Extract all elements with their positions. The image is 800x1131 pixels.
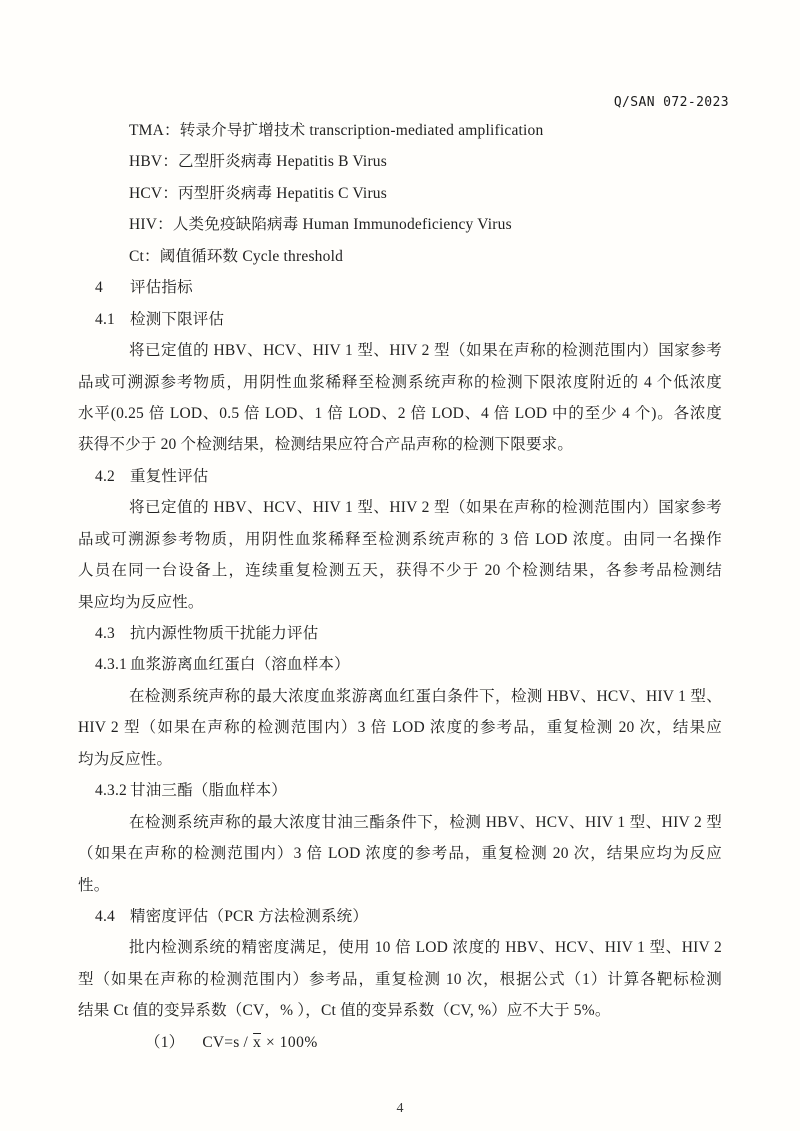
paragraph-4-2-line: 果应均为反应性。 — [78, 593, 204, 611]
heading-4-1 — [78, 304, 722, 335]
paragraph-4-4-line: 批内检测系统的精密度满足，使用 10 倍 LOD 浓度的 HBV、HCV、HIV 1 型、HIV 2 — [129, 939, 722, 957]
paragraph-4-3-1-line: HIV 2 型（如果在声称的检测范围内）3 倍 LOD 浓度的参考品，重复检测 20 次，结果应 — [78, 719, 722, 737]
formula-xbar: $\overline{x}$ — [253, 1033, 261, 1051]
paragraph-4-3-2-line: 性。 — [78, 876, 110, 894]
heading-4-3-number: 4.3 — [95, 625, 115, 642]
paragraph-4-1-line: 获得不少于 20 个检测结果，检测结果应符合产品声称的检测下限要求。 — [78, 436, 574, 454]
heading-4-3-2-title: 甘油三酯（脂血样本） — [130, 782, 288, 800]
abbr-line-hcv: HCV：丙型肝炎病毒 Hepatitis C Virus — [129, 184, 387, 202]
abbr-line-hbv: HBV：乙型肝炎病毒 Hepatitis B Virus — [129, 153, 387, 171]
heading-4-1-number: 4.1 — [95, 310, 115, 328]
heading-4-4-title: 精密度评估（PCR 方法检测系统） — [130, 907, 369, 925]
document-body — [78, 115, 722, 1058]
abbr-line-ct: Ct：阈值循环数 Cycle threshold — [129, 247, 344, 265]
paragraph-4-1-line: 水平(0.25 倍 LOD、0.5 倍 LOD、1 倍 LOD、2 倍 LOD、4 倍 LOD 中的至少 4 个)。各浓度 — [78, 404, 722, 422]
abbr-line-hiv: HIV：人类免疫缺陷病毒 Human Immunodeficiency Virus — [129, 216, 512, 234]
heading-4-2 — [78, 461, 722, 492]
paragraph-4-4-line: 型（如果在声称的检测范围内）参考品，重复检测 10 次，根据公式（1）计算各靶标检测 — [78, 970, 722, 988]
heading-4-3-1 — [78, 649, 722, 680]
abbr-line-tma: TMA：转录介导扩增技术 transcription-mediated amplification — [129, 122, 544, 139]
formula-lhs: CV=s / — [202, 1033, 249, 1051]
heading-4-2-title: 重复性评估 — [130, 467, 209, 485]
paragraph-4-3-1-line: 均为反应性。 — [78, 750, 173, 768]
formula-index: （1） — [145, 1033, 185, 1051]
paragraph-4-2-line: 品或可溯源参考物质，用阴性血浆稀释至检测系统声称的 3 倍 LOD 浓度。由同一名操作 — [78, 530, 722, 548]
heading-4 — [78, 272, 722, 303]
paragraph-4-3-2-line: 在检测系统声称的最大浓度甘油三酯条件下，检测 HBV、HCV、HIV 1 型、HIV 2 型 — [129, 813, 722, 831]
paragraph-4-1-line: 品或可溯源参考物质，用阴性血浆稀释至检测系统声称的检测下限浓度附近的 4 个低浓度 — [78, 373, 722, 391]
paragraph-4-3-1-line: 在检测系统声称的最大浓度血浆游离血红蛋白条件下，检测 HBV、HCV、HIV 1 型、 — [129, 687, 722, 705]
heading-4-3-1-title: 血浆游离血红蛋白（溶血样本） — [130, 656, 350, 674]
heading-4-4-number: 4.4 — [95, 907, 115, 925]
page-number: 4 — [396, 1101, 404, 1116]
paragraph-4-4-line: 结果 Ct 值的变异系数（CV，% ），Ct 值的变异系数（CV, %）应不大于 5%。 — [78, 1002, 611, 1020]
paragraph-4-2-line: 人员在同一台设备上，连续重复检测五天，获得不少于 20 个检测结果，各参考品检测结 — [78, 562, 722, 580]
paragraph-4-2-line: 将已定值的 HBV、HCV、HIV 1 型、HIV 2 型（如果在声称的检测范围内）国家参考 — [129, 499, 722, 517]
heading-4-3-2 — [78, 775, 722, 806]
heading-4-1-title: 检测下限评估 — [130, 310, 225, 328]
heading-4-number: 4 — [95, 279, 103, 297]
heading-4-3-2-number: 4.3.2 — [95, 782, 127, 800]
formula-cv — [78, 1027, 722, 1058]
formula-rhs: × 100% — [266, 1033, 318, 1051]
heading-4-4 — [78, 901, 722, 932]
heading-4-3-title: 抗内源性物质干扰能力评估 — [130, 625, 319, 642]
paragraph-4-1-line: 将已定值的 HBV、HCV、HIV 1 型、HIV 2 型（如果在声称的检测范围内）国家参考 — [129, 342, 722, 360]
heading-4-3 — [78, 618, 722, 649]
doc-code: Q/SAN 072-2023 — [613, 95, 729, 110]
heading-4-3-1-number: 4.3.1 — [95, 656, 127, 674]
paragraph-4-3-2-line: （如果在声称的检测范围内）3 倍 LOD 浓度的参考品，重复检测 20 次，结果应均为反应 — [78, 845, 722, 863]
heading-4-2-number: 4.2 — [95, 467, 115, 485]
heading-4-title: 评估指标 — [130, 279, 193, 297]
